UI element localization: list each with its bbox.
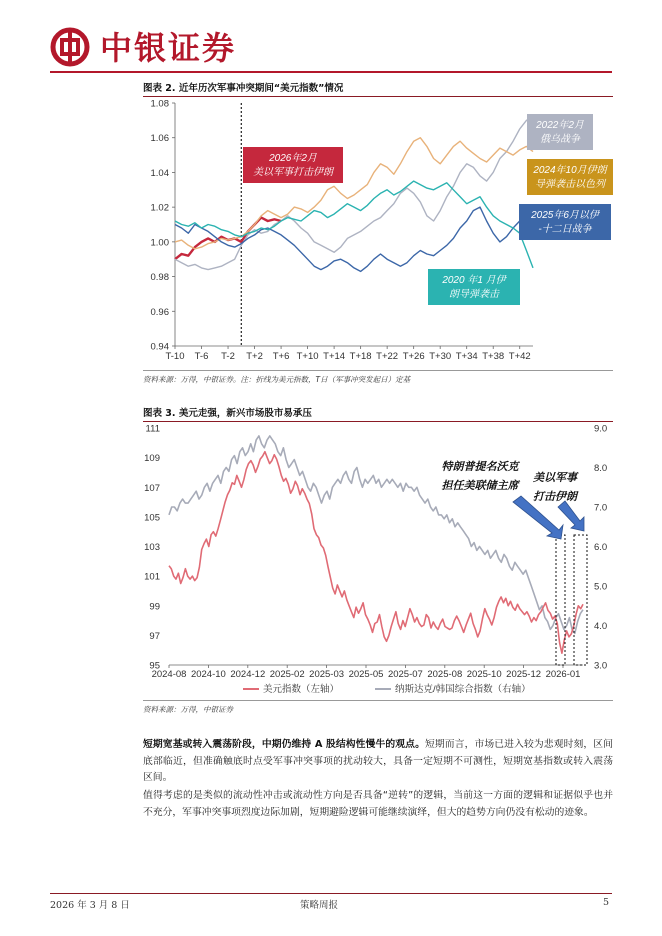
y-left-tick-label: 105 xyxy=(144,512,160,524)
x-tick-label: T+18 xyxy=(349,351,372,362)
boc-logo-icon xyxy=(50,27,90,67)
x-tick-label: T+22 xyxy=(376,351,399,362)
annotation-text: 2025年6月以伊 xyxy=(531,210,599,221)
x-tick-label: T+38 xyxy=(482,351,505,362)
annotation-text: -十二日战争 xyxy=(538,224,592,235)
figure2-source: 资料来源：万得，中银证券。注：折线为美元指数，T日（军事冲突发起日）定基 xyxy=(143,375,411,384)
x-tick-label: 2026-01 xyxy=(545,669,581,680)
annotation-text: 导弹袭击以色列 xyxy=(535,179,605,190)
paragraph-1 xyxy=(143,737,613,787)
series-line-1 xyxy=(169,436,583,634)
y-left-tick-label: 109 xyxy=(144,453,160,465)
paragraph-2-body: 值得考虑的是类似的流动性冲击或流动性方向是否具备“逆转”的逻辑，当前这一方面的逻辑和证据似乎也并不充分，军事冲突事项烈度边际加剧，短期避险逻辑可能继续演绎，但大的趋势方向仍没有松动的迹象。 xyxy=(143,790,613,818)
company-name: 中银证券 xyxy=(100,29,237,67)
x-tick-label: T+42 xyxy=(508,351,531,362)
y-tick-label: 1.08 xyxy=(150,98,169,110)
y-right-tick-label: 3.0 xyxy=(594,660,608,672)
annotation-box-0 xyxy=(243,147,343,183)
y-tick-label: 1.06 xyxy=(150,133,169,145)
x-tick-label: T+34 xyxy=(455,351,478,362)
y-tick-label: 0.94 xyxy=(150,341,169,353)
figure3-chart xyxy=(143,422,613,700)
annotation-text: 2020 年1 月伊 xyxy=(442,275,506,286)
y-tick-label: 1.02 xyxy=(150,202,169,214)
x-tick-label: 2025-12 xyxy=(506,669,542,680)
y-right-tick-label: 9.0 xyxy=(594,423,608,435)
y-right-tick-label: 6.0 xyxy=(594,542,608,553)
figure3-source: 资料来源：万得，中银证券 xyxy=(143,705,233,714)
y-right-tick-label: 5.0 xyxy=(594,581,608,593)
annotation-text: 2026年2月 xyxy=(269,153,317,164)
footer-rule xyxy=(50,893,612,894)
figure3-title: 图表 3. 美元走强，新兴市场股市易承压 xyxy=(143,408,312,419)
company-logo xyxy=(50,27,280,71)
paragraph-1-lead: 短期宽基或转入震荡阶段，中期仍维持 A 股结构性慢牛的观点。 xyxy=(143,739,425,750)
y-tick-label: 1.04 xyxy=(150,167,169,179)
x-tick-label: T+26 xyxy=(402,351,425,362)
series-line-0 xyxy=(175,218,281,260)
annotation-box-4 xyxy=(428,269,520,305)
annotation-text: 担任美联储主席 xyxy=(441,480,519,492)
y-right-tick-label: 8.0 xyxy=(594,463,608,474)
y-left-tick-label: 97 xyxy=(149,630,160,642)
x-tick-label: T-10 xyxy=(165,351,185,362)
paragraph-1-body: 短期而言，市场已进入较为悲观时刻，区间底部临近，但准确触底时点受军事冲突事项的扰动较大，具备一定短期不可测性，短期宽基指数或转入震荡区间。 xyxy=(143,739,614,783)
annotation-text: 打击伊朗 xyxy=(533,491,577,503)
x-tick-label: 2025-02 xyxy=(269,669,305,680)
annotation-box-3 xyxy=(519,204,611,240)
y-left-tick-label: 103 xyxy=(144,542,160,553)
series-line-1 xyxy=(175,117,533,270)
figure2-title: 图表 2. 近年历次军事冲突期间“美元指数”情况 xyxy=(143,83,344,94)
x-tick-label: T+14 xyxy=(323,351,346,362)
annotation-box-1 xyxy=(527,114,593,150)
annotation-strike xyxy=(532,471,579,503)
figure2-chart xyxy=(143,97,613,369)
annotation-box-2 xyxy=(527,159,613,195)
figure2-bottom-rule xyxy=(143,370,613,371)
legend xyxy=(243,683,531,695)
annotation-nomination xyxy=(442,460,521,492)
x-tick-label: 2024-12 xyxy=(230,669,266,680)
y-left-tick-label: 101 xyxy=(144,571,160,583)
x-tick-label: T+6 xyxy=(272,351,290,362)
x-tick-label: 2025-07 xyxy=(387,669,423,680)
y-right-tick-label: 4.0 xyxy=(594,621,608,632)
x-tick-label: 2024-10 xyxy=(190,669,226,680)
footer-page-number: 5 xyxy=(603,897,610,908)
annotation-text: 美以军事 xyxy=(533,472,577,484)
annotation-text: 2024年10月伊朗 xyxy=(533,165,607,176)
y-left-tick-label: 107 xyxy=(144,482,160,494)
annotation-text: 特朗普提名沃克 xyxy=(441,461,519,473)
legend-label: 纳斯达克/韩国综合指数（右轴） xyxy=(395,684,531,695)
legend-label: 美元指数（左轴） xyxy=(263,684,340,695)
annotation-text: 俄乌战争 xyxy=(540,134,580,145)
annotation-text: 美以军事打击伊朗 xyxy=(253,167,333,178)
y-tick-label: 0.98 xyxy=(150,272,169,284)
y-tick-label: 1.00 xyxy=(150,237,169,249)
x-tick-label: T-6 xyxy=(194,351,209,362)
footer-date: 2026 年 3 月 8 日 xyxy=(50,900,130,911)
y-left-tick-label: 111 xyxy=(145,423,160,435)
x-tick-label: T+2 xyxy=(246,351,263,362)
y-left-tick-label: 95 xyxy=(149,660,160,672)
x-tick-label: T+30 xyxy=(429,351,452,362)
highlight-box-strike xyxy=(574,535,587,665)
figure3-bottom-rule xyxy=(143,700,613,701)
x-tick-label: T-2 xyxy=(221,351,235,362)
y-right-tick-label: 7.0 xyxy=(594,502,608,514)
y-tick-label: 0.96 xyxy=(150,306,169,318)
paragraph-2 xyxy=(143,788,613,821)
x-tick-label: 2025-08 xyxy=(427,669,463,680)
header-rule xyxy=(50,71,612,73)
x-tick-label: 2024-08 xyxy=(151,669,187,680)
annotation-text: 朗导弹袭击 xyxy=(449,289,499,300)
footer-report-type: 策略周报 xyxy=(300,900,339,911)
annotation-text: 2022年2月 xyxy=(536,120,584,131)
x-tick-label: 2025-05 xyxy=(348,669,384,680)
x-tick-label: 2025-03 xyxy=(309,669,345,680)
x-tick-label: T+10 xyxy=(296,351,319,362)
y-left-tick-label: 99 xyxy=(149,601,160,613)
x-tick-label: 2025-10 xyxy=(466,669,502,680)
